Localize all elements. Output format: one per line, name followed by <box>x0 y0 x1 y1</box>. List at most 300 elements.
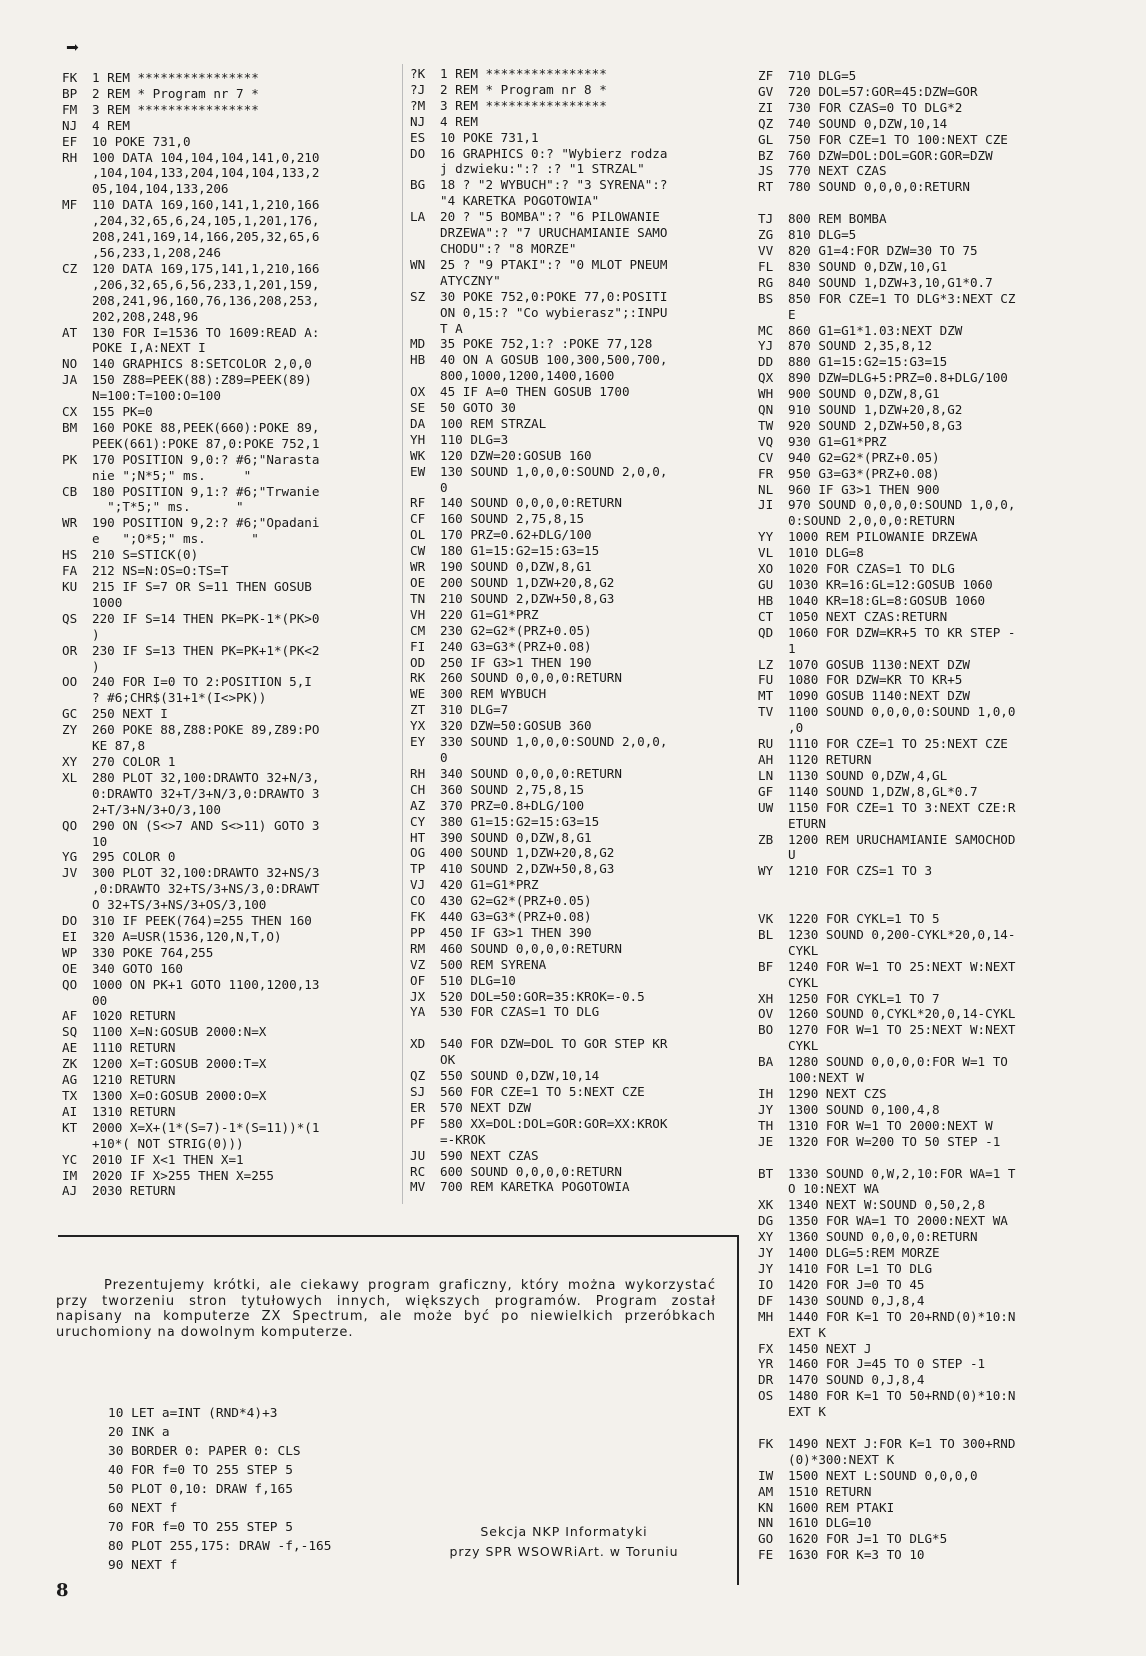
code-line <box>62 102 392 118</box>
code-text: 210 SOUND 2,DZW+50,8,G3 <box>440 590 615 606</box>
code-text: 1220 FOR CYKL=1 TO 5 <box>788 911 940 927</box>
checksum <box>758 1420 788 1436</box>
code-text: ? #6;CHR$(31+1*(I<>PK)) <box>92 690 267 706</box>
code-text: =-KROK <box>440 1131 486 1147</box>
code-text: 570 NEXT DZW <box>440 1099 531 1115</box>
checksum: OF <box>410 972 426 988</box>
code-line <box>758 466 1098 482</box>
code-text: 940 G2=G2*(PRZ+0.05) <box>788 449 940 465</box>
code-text: EXT K <box>788 1404 826 1420</box>
spectrum-code-line: 50 PLOT 0,10: DRAW f,165 <box>108 1482 293 1497</box>
code-text: 3 REM **************** <box>440 97 607 113</box>
code-line <box>410 368 735 384</box>
checksum <box>410 273 440 289</box>
code-line <box>62 499 392 515</box>
code-text: ,56,233,1,208,246 <box>92 244 221 260</box>
code-text: O 32+TS/3+NS/3+OS/3,100 <box>92 897 267 913</box>
checksum: YG <box>62 849 78 865</box>
code-text: 580 XX=DOL:DOL=GOR:GOR=XX:KROK <box>440 1115 668 1131</box>
checksum: ?K <box>410 66 426 81</box>
code-text: 1260 SOUND 0,CYKL*20,0,14-CYKL <box>788 1006 1016 1022</box>
code-line <box>758 720 1098 736</box>
code-line <box>758 1547 1098 1563</box>
code-text: 1130 SOUND 0,DZW,4,GL <box>788 767 948 783</box>
code-text: 560 FOR CZE=1 TO 5:NEXT CZE <box>440 1084 645 1099</box>
code-line <box>758 323 1098 339</box>
code-line <box>62 706 392 722</box>
code-line <box>62 563 392 579</box>
code-text: 500 REM SYRENA <box>440 956 547 972</box>
code-text: 140 GRAPHICS 8:SETCOLOR 2,0,0 <box>92 356 312 372</box>
code-line <box>410 543 735 559</box>
code-line <box>410 495 735 511</box>
code-text: 1330 SOUND 0,W,2,10:FOR WA=1 T <box>788 1165 1016 1181</box>
code-text: 220 G1=G1*PRZ <box>440 606 539 622</box>
code-line <box>758 132 1098 148</box>
code-text: U <box>788 847 796 863</box>
code-text: 950 G3=G3*(PRZ+0.08) <box>788 465 940 481</box>
checksum: BG <box>410 177 426 193</box>
code-text: 1510 RETURN <box>788 1483 872 1499</box>
checksum: JI <box>758 497 774 513</box>
program-8-listing-part-2 <box>758 68 1098 1563</box>
checksum <box>62 786 92 802</box>
code-line <box>410 639 735 655</box>
code-line <box>758 577 1098 593</box>
code-text: 340 GOTO 160 <box>92 960 183 976</box>
checksum: RH <box>62 149 78 165</box>
code-text: 2010 IF X<1 THEN X=1 <box>92 1151 244 1167</box>
checksum: RT <box>758 179 774 195</box>
checksum: DR <box>758 1372 774 1388</box>
code-line <box>758 291 1098 307</box>
code-line <box>410 655 735 671</box>
code-text: 210 S=STICK(0) <box>92 547 199 563</box>
checksum <box>758 513 788 529</box>
code-text: 1070 GOSUB 1130:NEXT DZW <box>788 656 970 672</box>
code-text: 4 REM <box>92 117 130 133</box>
code-line <box>62 134 392 150</box>
checksum: SQ <box>62 1024 78 1040</box>
checksum: SJ <box>410 1084 426 1099</box>
checksum: FU <box>758 672 774 688</box>
article-description: Prezentujemy krótki, ale ciekawy program graficzny, który można wykorzystać przy tworzeniu stron tytułowych innych, większych programów. Program został napisany na komputerze ZX Spectrum, ale może być po niewielkich przeróbkach uruchomiony na dowolnym komputerze. <box>56 1278 716 1340</box>
code-line <box>758 704 1098 720</box>
checksum: SZ <box>410 288 426 304</box>
code-line <box>62 340 392 356</box>
column-divider <box>402 64 403 1204</box>
code-line <box>410 352 735 368</box>
code-text: 890 DZW=DLG+5:PRZ=0.8+DLG/100 <box>788 370 1008 386</box>
code-line <box>758 561 1098 577</box>
code-text: 820 G1=4:FOR DZW=30 TO 75 <box>788 242 978 258</box>
checksum: ?J <box>410 81 426 97</box>
code-line <box>758 736 1098 752</box>
code-text: 155 PK=0 <box>92 404 153 420</box>
code-line <box>62 738 392 754</box>
checksum <box>62 659 92 675</box>
code-text: ETURN <box>788 815 826 831</box>
spectrum-code-line: 40 FOR f=0 TO 255 STEP 5 <box>108 1463 293 1478</box>
code-line <box>758 68 1098 84</box>
code-text: 1 <box>788 640 796 656</box>
code-line <box>62 388 392 404</box>
checksum: TX <box>62 1088 78 1103</box>
checksum: NL <box>758 481 774 497</box>
code-line <box>410 289 735 305</box>
checksum <box>758 975 788 991</box>
code-text: 0 <box>440 749 448 765</box>
code-text: 1050 NEXT CZAS:RETURN <box>788 608 948 624</box>
code-text: 290 ON (S<>7 AND S<>11) GOTO 3 <box>92 817 320 833</box>
code-line <box>758 847 1098 863</box>
code-line <box>62 1183 392 1199</box>
checksum: MV <box>410 1179 426 1195</box>
code-text: 20 ? "5 BOMBA":? "6 PILOWANIE <box>440 209 660 225</box>
code-text: 1290 NEXT CZS <box>788 1086 887 1101</box>
checksum: GV <box>758 83 774 99</box>
checksum <box>758 1452 788 1468</box>
code-line <box>410 877 735 893</box>
code-line <box>62 659 392 675</box>
code-text: 200 SOUND 1,DZW+20,8,G2 <box>440 575 615 590</box>
code-text: ,0:DRAWTO 32+TS/3+NS/3,0:DRAWT <box>92 881 320 897</box>
code-text: 100 REM STRZAL <box>440 415 547 431</box>
code-text: 260 POKE 88,Z88:POKE 89,Z89:PO <box>92 722 320 738</box>
code-line <box>410 273 735 289</box>
checksum: XK <box>758 1197 774 1213</box>
checksum: OD <box>410 654 426 670</box>
code-text: 430 G2=G2*(PRZ+0.05) <box>440 893 592 909</box>
checksum: CW <box>410 543 426 559</box>
code-line <box>62 627 392 643</box>
code-text: 770 NEXT CZAS <box>788 163 887 179</box>
code-text: 05,104,104,133,206 <box>92 181 229 197</box>
checksum: OV <box>758 1006 774 1022</box>
code-text: ,204,32,65,6,24,105,1,201,176, <box>92 213 320 229</box>
code-line <box>410 480 735 496</box>
code-text <box>788 1150 1098 1166</box>
checksum <box>758 720 788 736</box>
code-line <box>410 416 735 432</box>
checksum <box>410 1132 440 1148</box>
code-line <box>758 1038 1098 1054</box>
code-line <box>62 70 392 86</box>
code-line <box>62 213 392 229</box>
code-text <box>788 895 1098 911</box>
checksum: WY <box>758 863 774 879</box>
code-text: 520 DOL=50:GOR=35:KROK=-0.5 <box>440 988 645 1004</box>
checksum <box>758 195 788 211</box>
checksum <box>758 879 788 895</box>
code-line <box>410 1004 735 1020</box>
code-text: 1210 RETURN <box>92 1072 176 1088</box>
code-line <box>62 897 392 913</box>
checksum: PP <box>410 924 426 940</box>
checksum: QZ <box>758 115 774 131</box>
code-text: 212 NS=N:OS=O:TS=T <box>92 563 229 579</box>
checksum <box>758 1038 788 1054</box>
checksum: LA <box>410 209 426 225</box>
checksum <box>62 531 92 547</box>
checksum: AM <box>758 1483 774 1499</box>
code-text: 370 PRZ=0.8+DLG/100 <box>440 797 585 813</box>
code-line <box>62 1168 392 1184</box>
checksum <box>62 245 92 261</box>
code-text: ,104,104,133,204,104,104,133,2 <box>92 165 320 181</box>
checksum: HB <box>758 592 774 608</box>
checksum: TV <box>758 704 774 720</box>
code-line <box>758 800 1098 816</box>
code-line <box>410 161 735 177</box>
code-line <box>62 261 392 277</box>
code-text: 45 IF A=0 THEN GOSUB 1700 <box>440 384 630 400</box>
code-line <box>410 623 735 639</box>
checksum: VQ <box>758 433 774 449</box>
checksum: XY <box>62 753 78 769</box>
checksum: DA <box>410 415 426 431</box>
code-text: 1620 FOR J=1 TO DLG*5 <box>788 1531 948 1547</box>
code-line <box>758 1388 1098 1404</box>
checksum: VH <box>410 606 426 622</box>
code-text: 260 SOUND 0,0,0,0:RETURN <box>440 670 622 686</box>
code-text: 1020 FOR CZAS=1 TO DLG <box>788 561 955 577</box>
code-text: 1450 NEXT J <box>788 1340 872 1356</box>
code-text: 170 POSITION 9,0:? #6;"Narasta <box>92 451 320 467</box>
code-text: 1460 FOR J=45 TO 0 STEP -1 <box>788 1356 986 1372</box>
code-line <box>410 925 735 941</box>
code-line <box>410 1148 735 1164</box>
checksum: XD <box>410 1036 426 1052</box>
code-text: 150 Z88=PEEK(88):Z89=PEEK(89) <box>92 372 312 388</box>
code-text: 420 G1=G1*PRZ <box>440 877 539 893</box>
code-line <box>62 1120 392 1136</box>
checksum <box>410 193 440 209</box>
code-text: 1060 FOR DZW=KR+5 TO KR STEP - <box>788 624 1016 640</box>
code-line <box>758 275 1098 291</box>
code-text: ,0 <box>788 720 804 736</box>
checksum: EY <box>410 734 426 750</box>
code-text: 215 IF S=7 OR S=11 THEN GOSUB <box>92 579 312 594</box>
checksum: CT <box>758 608 774 624</box>
code-line <box>758 1086 1098 1102</box>
code-text <box>788 1420 1098 1436</box>
code-line <box>758 895 1098 911</box>
credit-line-1: Sekcja NKP Informatyki <box>480 1524 648 1539</box>
checksum <box>410 321 440 337</box>
section-rule-vertical <box>737 1235 739 1585</box>
checksum <box>62 229 92 245</box>
checksum: PK <box>62 451 78 467</box>
code-text: O 10:NEXT WA <box>788 1181 879 1197</box>
code-line <box>62 420 392 436</box>
checksum: LN <box>758 767 774 783</box>
code-line <box>410 66 735 82</box>
code-text: 860 G1=G1*1.03:NEXT DZW <box>788 322 963 338</box>
code-line <box>410 1068 735 1084</box>
checksum: QX <box>758 370 774 386</box>
code-line <box>62 674 392 690</box>
checksum: FM <box>62 101 78 117</box>
checksum: OO <box>62 674 78 690</box>
code-line <box>758 482 1098 498</box>
checksum <box>758 1404 788 1420</box>
checksum: DD <box>758 354 774 370</box>
code-line <box>758 513 1098 529</box>
code-text: +10*( NOT STRIG(0))) <box>92 1135 244 1151</box>
code-text: 1090 GOSUB 1140:NEXT DZW <box>788 688 970 704</box>
checksum <box>410 225 440 241</box>
code-text: 100:NEXT W <box>788 1070 864 1086</box>
checksum <box>62 165 92 181</box>
code-line <box>62 468 392 484</box>
code-line <box>758 370 1098 386</box>
code-line <box>758 497 1098 513</box>
checksum: GC <box>62 706 78 722</box>
code-line <box>758 1213 1098 1229</box>
checksum <box>62 881 92 897</box>
code-text: 840 SOUND 1,DZW+3,10,G1*0.7 <box>788 274 993 290</box>
checksum: NO <box>62 356 78 372</box>
code-text: ) <box>92 658 100 674</box>
code-line <box>758 259 1098 275</box>
checksum: ES <box>410 129 426 145</box>
code-line <box>410 257 735 273</box>
code-line <box>758 1166 1098 1182</box>
checksum: AG <box>62 1072 78 1088</box>
code-text: 35 POKE 752,1:? :POKE 77,128 <box>440 336 653 352</box>
code-text: 780 SOUND 0,0,0,0:RETURN <box>788 179 970 195</box>
code-line <box>62 929 392 945</box>
code-line <box>758 1181 1098 1197</box>
code-text: 1040 KR=18:GL=8:GOSUB 1060 <box>788 592 986 608</box>
code-line <box>410 146 735 162</box>
code-text: 800,1000,1200,1400,1600 <box>440 368 615 384</box>
code-line <box>62 802 392 818</box>
checksum: ?M <box>410 97 426 113</box>
code-text: KE 87,8 <box>92 738 146 754</box>
code-line <box>410 734 735 750</box>
code-line <box>62 484 392 500</box>
code-line <box>758 1229 1098 1245</box>
code-text: 1100 X=N:GOSUB 2000:N=X <box>92 1024 267 1040</box>
checksum: CZ <box>62 260 78 276</box>
checksum: ZB <box>758 831 774 847</box>
page-number: 8 <box>56 1580 69 1601</box>
code-line <box>62 1136 392 1152</box>
code-line <box>758 354 1098 370</box>
checksum: CH <box>410 781 426 797</box>
checksum: KT <box>62 1119 78 1135</box>
checksum: DO <box>62 913 78 929</box>
code-line <box>758 816 1098 832</box>
code-text: 160 SOUND 2,75,8,15 <box>440 511 585 527</box>
checksum: VZ <box>410 956 426 972</box>
code-line <box>758 195 1098 211</box>
checksum: DF <box>758 1292 774 1308</box>
code-line <box>410 957 735 973</box>
checksum: KU <box>62 579 78 594</box>
code-text: 300 REM WYBUCH <box>440 686 547 702</box>
code-text: 590 NEXT CZAS <box>440 1147 539 1163</box>
checksum: AT <box>62 324 78 340</box>
credit <box>414 1522 714 1562</box>
checksum: BP <box>62 85 78 101</box>
checksum: RF <box>410 495 426 511</box>
credit-line-2: przy SPR WSOWRiArt. w Toruniu <box>449 1544 679 1559</box>
section-rule <box>58 1235 738 1237</box>
checksum: UW <box>758 799 774 815</box>
checksum: IH <box>758 1086 774 1101</box>
checksum <box>758 1150 788 1166</box>
code-text: 180 G1=15:G2=15:G3=15 <box>440 543 600 559</box>
code-text: CHODU":? "8 MORZE" <box>440 240 577 256</box>
code-line <box>758 1404 1098 1420</box>
checksum: BA <box>758 1054 774 1070</box>
checksum: GU <box>758 577 774 592</box>
code-line <box>758 1277 1098 1293</box>
code-text: 1120 RETURN <box>788 751 872 767</box>
code-line <box>758 1484 1098 1500</box>
code-line <box>410 336 735 352</box>
code-line <box>758 911 1098 927</box>
code-line <box>62 531 392 547</box>
checksum: RH <box>410 765 426 781</box>
checksum <box>62 595 92 611</box>
checksum: QN <box>758 402 774 418</box>
code-text: 460 SOUND 0,0,0,0:RETURN <box>440 940 622 956</box>
checksum <box>62 436 92 452</box>
code-text: 240 G3=G3*(PRZ+0.08) <box>440 638 592 654</box>
checksum: HT <box>410 829 426 845</box>
code-line <box>62 849 392 865</box>
program-7-listing <box>62 70 392 1199</box>
code-text: EXT K <box>788 1324 826 1340</box>
code-text: 900 SOUND 0,DZW,8,G1 <box>788 386 940 402</box>
code-line <box>758 609 1098 625</box>
checksum <box>62 309 92 325</box>
code-text: 160 POKE 88,PEEK(660):POKE 89, <box>92 419 320 435</box>
checksum <box>62 834 92 850</box>
code-text: 710 DLG=5 <box>788 68 857 83</box>
code-line <box>758 1515 1098 1531</box>
checksum: MT <box>758 688 774 704</box>
code-line <box>410 1020 735 1036</box>
checksum: QS <box>62 610 78 626</box>
checksum: GL <box>758 131 774 147</box>
code-line <box>758 927 1098 943</box>
code-line <box>62 515 392 531</box>
code-line <box>758 1341 1098 1357</box>
checksum: FA <box>62 563 78 579</box>
code-text: 1240 FOR W=1 TO 25:NEXT W:NEXT <box>788 958 1016 974</box>
code-line <box>758 386 1098 402</box>
checksum <box>758 895 788 911</box>
code-line <box>758 100 1098 116</box>
code-line <box>62 722 392 738</box>
checksum: LZ <box>758 656 774 672</box>
code-line <box>758 227 1098 243</box>
code-line <box>758 1118 1098 1134</box>
code-line <box>410 766 735 782</box>
checksum: QO <box>62 817 78 833</box>
code-line <box>758 1500 1098 1516</box>
spectrum-code-line: 30 BORDER 0: PAPER 0: CLS <box>108 1444 301 1459</box>
code-text: 1410 FOR L=1 TO DLG <box>788 1260 933 1276</box>
spectrum-code-line: 10 LET a=INT (RND*4)+3 <box>108 1406 278 1421</box>
checksum: TW <box>758 417 774 433</box>
checksum: OE <box>62 960 78 976</box>
